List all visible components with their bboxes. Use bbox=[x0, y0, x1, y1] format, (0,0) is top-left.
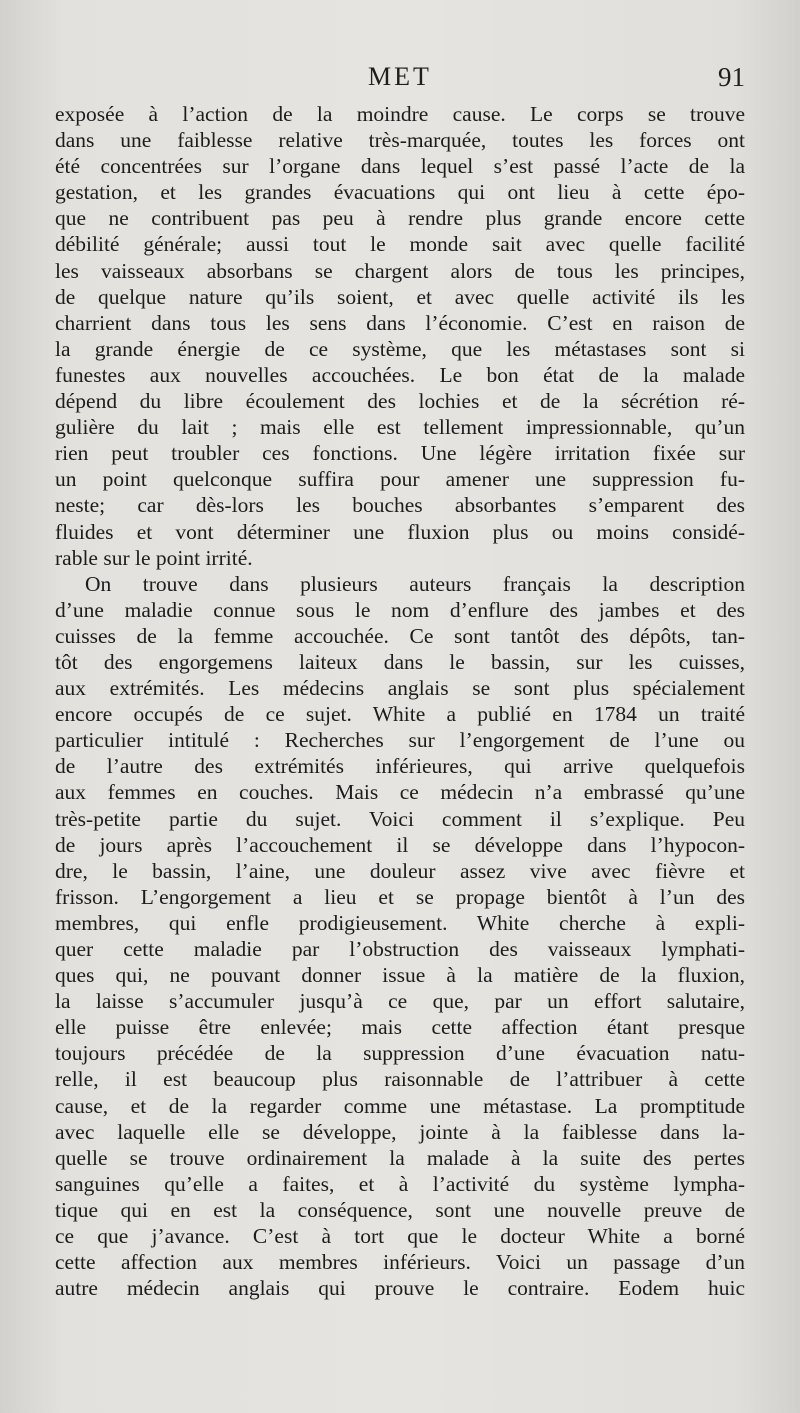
text-line: exposée à l’action de la moindre cause. Le corps se trouve bbox=[55, 102, 745, 126]
text-line: que ne contribuent pas peu à rendre plus grande encore cette bbox=[55, 206, 745, 231]
page-header bbox=[55, 62, 745, 98]
text-line: particulier intitulé : Recherches sur l’engorgement de l’une ou bbox=[55, 728, 745, 753]
text-line: débilité générale; aussi tout le monde sait avec quelle facilité bbox=[55, 232, 745, 257]
text-line: charrient dans tous les sens dans l’économie. C’est en raison de bbox=[55, 310, 745, 335]
text-line: quer cette maladie par l’obstruction des vaisseaux lymphati- bbox=[55, 937, 745, 961]
page-number: 91 bbox=[718, 62, 745, 92]
text-line: la grande énergie de ce système, que les métastases sont si bbox=[55, 336, 745, 361]
text-line: été concentrées sur l’organe dans lequel s’est passé l’acte de la bbox=[55, 154, 745, 179]
text-line: cause, et de la regarder comme une métastase. La promptitude bbox=[55, 1093, 745, 1118]
text-line: encore occupés de ce sujet. White a publié en 1784 un traité bbox=[55, 702, 745, 727]
text-line: d’une maladie connue sous le nom d’enflure des jambes et des bbox=[55, 597, 745, 622]
running-head: MET bbox=[368, 62, 432, 91]
text-line: aux femmes en couches. Mais ce médecin n’a embrassé qu’une bbox=[55, 780, 745, 805]
text-line: neste; car dès-lors les bouches absorbantes s’emparent des bbox=[55, 493, 745, 518]
text-line: ques qui, ne pouvant donner issue à la matière de la fluxion, bbox=[55, 963, 745, 988]
text-line: toujours précédée de la suppression d’une évacuation natu- bbox=[55, 1041, 745, 1066]
text-line: les vaisseaux absorbans se chargent alors de tous les principes, bbox=[55, 258, 745, 283]
text-line: dans une faiblesse relative très-marquée, toutes les forces ont bbox=[55, 128, 745, 153]
text-line: aux extrémités. Les médecins anglais se sont plus spécialement bbox=[55, 676, 745, 701]
text-line: cuisses de la femme accouchée. Ce sont tantôt des dépôts, tan- bbox=[55, 623, 745, 648]
text-line: de l’autre des extrémités inférieures, qui arrive quelquefois bbox=[55, 754, 745, 779]
text-line: funestes aux nouvelles accouchées. Le bon état de la malade bbox=[55, 362, 745, 387]
text-line: avec laquelle elle se développe, jointe à la faiblesse dans la- bbox=[55, 1119, 745, 1144]
text-line: dre, le bassin, l’aine, une douleur assez vive avec fièvre et bbox=[55, 858, 745, 883]
text-line: tôt des engorgemens laiteux dans le bassin, sur les cuisses, bbox=[55, 649, 745, 674]
text-line: relle, il est beaucoup plus raisonnable de l’attribuer à cette bbox=[55, 1067, 745, 1092]
text-line: quelle se trouve ordinairement la malade à la suite des pertes bbox=[55, 1145, 745, 1170]
text-line: un point quelconque suffira pour amener une suppression fu- bbox=[55, 467, 745, 492]
text-line: très-petite partie du sujet. Voici comment il s’explique. Peu bbox=[55, 806, 745, 831]
text-line: gestation, et les grandes évacuations qui ont lieu à cette épo- bbox=[55, 180, 745, 205]
text-line: ce que j’avance. C’est à tort que le docteur White a borné bbox=[55, 1224, 745, 1249]
paragraph-end-line: rable sur le point irrité. bbox=[55, 545, 253, 570]
body-text bbox=[55, 101, 745, 1301]
text-line: frisson. L’engorgement a lieu et se propage bientôt à l’un des bbox=[55, 884, 745, 909]
text-line: tique qui en est la conséquence, sont une nouvelle preuve de bbox=[55, 1197, 745, 1222]
text-line: membres, qui enfle prodigieusement. White cherche à expli- bbox=[55, 910, 745, 935]
text-line: elle puisse être enlevée; mais cette affection étant presque bbox=[55, 1015, 745, 1040]
text-line: sanguines qu’elle a faites, et à l’activité du système lympha- bbox=[55, 1171, 745, 1196]
paragraph-start-line: On trouve dans plusieurs auteurs français la description bbox=[85, 571, 745, 596]
text-line: de jours après l’accouchement il se développe dans l’hypocon- bbox=[55, 832, 745, 857]
text-line: fluides et vont déterminer une fluxion plus ou moins considé- bbox=[55, 519, 745, 544]
text-line: rien peut troubler ces fonctions. Une légère irritation fixée sur bbox=[55, 441, 745, 466]
text-line: de quelque nature qu’ils soient, et avec quelle activité ils les bbox=[55, 284, 745, 309]
text-line: autre médecin anglais qui prouve le contraire. Eodem huic bbox=[55, 1276, 745, 1301]
text-line: gulière du lait ; mais elle est tellement impressionnable, qu’un bbox=[55, 415, 745, 440]
text-line: dépend du libre écoulement des lochies et de la sécrétion ré- bbox=[55, 389, 745, 414]
text-line: la laisse s’accumuler jusqu’à ce que, par un effort salutaire, bbox=[55, 989, 745, 1014]
text-line: cette affection aux membres inférieurs. Voici un passage d’un bbox=[55, 1250, 745, 1275]
